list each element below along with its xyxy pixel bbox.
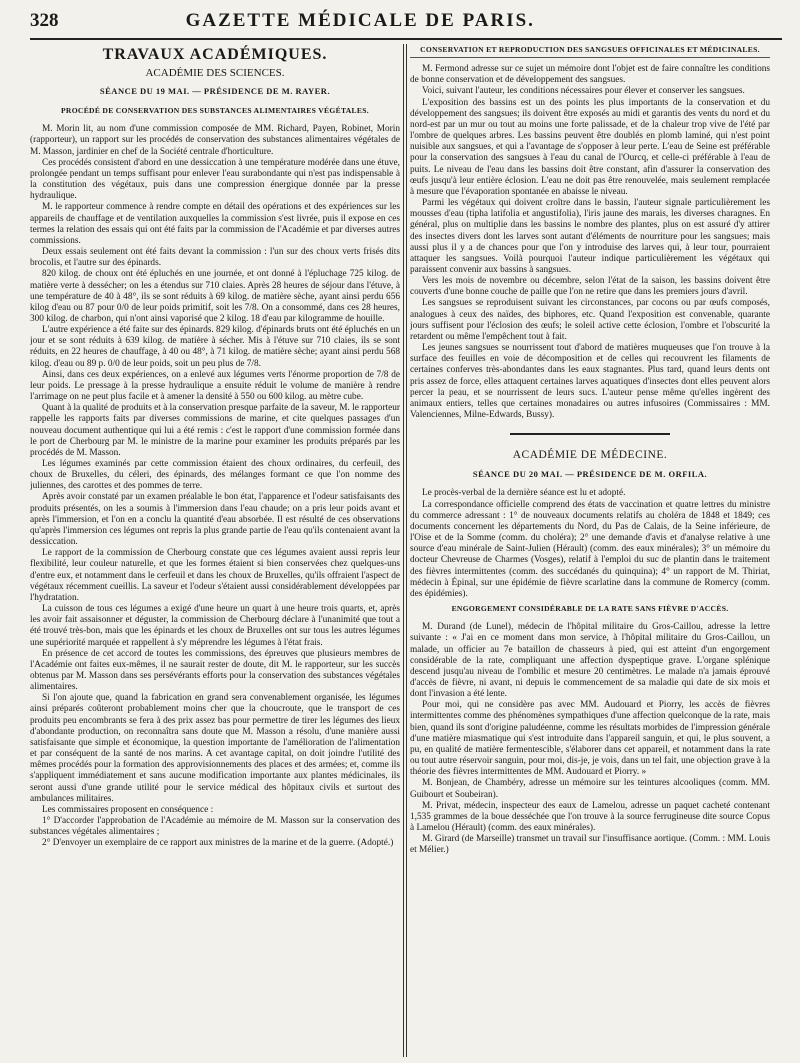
paragraph: Vers les mois de novembre ou décembre, selon l'état de la saison, les bassins doivent être couverts d'une bonne couche de paille que l'on ne retire que dans les premiers jours d'avril.	[410, 276, 770, 298]
paragraph: Ces procédés consistent d'abord en une dessiccation à une température modérée dans une étuve, prolongée pendant un temps suffisant pour enlever l'eau surabondante qui n'est pas indispensable à la constitution des végétaux, puis dans une compression énergique donnée par la presse hydraulique.	[30, 157, 400, 202]
paragraph: L'autre expérience a été faite sur des épinards. 829 kilog. d'épinards bruts ont été épluchés en un jour et se sont réduits à 639 kilog. de matière à sécher. Mis à l'étuve sur 710 claies, ils se sont réduits, en 22 heures de chauffage, à 40 ou 48°, à 71 kilog. de matière sèche; ayant ainsi perdu 568 kilog. d'eau ou 89 p. 0/0 de leur poids, soit un peu plus de 7/8.	[30, 325, 400, 369]
paragraph: M. Bonjean, de Chambéry, adresse un mémoire sur les teintures alcooliques (comm. MM. Guibourt et Soubeiran).	[410, 778, 770, 800]
paragraph: Les commissaires proposent en conséquence :	[42, 804, 214, 815]
page-header	[30, 10, 782, 40]
paragraph: La cuisson de tous ces légumes a exigé d'une heure un quart à une heure trois quarts, et, après les avoir fait assaisonner et déguster, la commission de Cherbourg déclare à l'unanimité que tout a été trouvé très-bon, mais que les épinards et les choux de Bruxelles ont sur tous les autres légumes une supériorité marquée et rappellent à s'y méprendre les légumes à l'état frais.	[30, 604, 400, 648]
paragraph: Le procès-verbal de la dernière séance est lu et adopté.	[422, 488, 626, 499]
paragraph: M. Morin lit, au nom d'une commission composée de MM. Richard, Payen, Robinet, Morin (rapporteur), un rapport sur les procédés de conservation des substances alimentaires végétales de M. Masson, jardinier en chef de la Société centrale d'horticulture.	[30, 124, 400, 157]
paragraph: L'exposition des bassins est un des points les plus importants de la conservation et du développement des sangsues; ils doivent être exposés au midi et garantis des vents du nord et du nord-est par un mur ou tout au moins une forte palissade, et de la chaleur trop vive de l'été par l'ombre de quelques arbres. Les bassins peuvent être doublés en plomb laminé, qui n'est point nuisible aux sangsues, et qui a l'avantage de s'opposer à leur perte. L'eau de Seine est préférable pour la conservation des sangsues à l'eau du canal de l'Ourcq, et celle-ci préférable à l'eau de puits. Le niveau de l'eau dans les bassins doit être constant, afin d'assurer la conservation des œufs jusqu'à leur entière éclosion. L'eau ne doit pas être renouvelée, mais seulement remplacée à mesure que l'évaporation spontanée en abaisse le niveau.	[410, 97, 770, 197]
paragraph: Voici, suivant l'auteur, les conditions nécessaires pour élever et conserver les sangsues.	[422, 86, 745, 97]
paragraph: Deux essais seulement ont été faits devant la commission : l'un sur des choux verts frisés dits brocolis, et l'autre sur des épinards.	[30, 247, 400, 269]
paragraph: M. Durand (de Lunel), médecin de l'hôpital militaire du Gros-Caillou, adresse la lettre suivante : « J'ai en ce moment dans mon service, à l'hôpital militaire du Gros-Caillou, un malade, un officier au 7e bataillon de chasseurs à pied, qui est atteint d'un engorgement considérable de la rate, compliquant une affection dyspeptique grave. L'organe splénique descend jusqu'au niveau de l'ombilic et mesure 20 centimètres. Le malade n'a jamais éprouvé d'accès de fièvre, ni avant, ni depuis le commencement de sa maladie qui date de six mois et dont l'invasion a été lente.	[410, 622, 770, 700]
right-column	[410, 44, 770, 1061]
seance-heading: SÉANCE DU 19 MAI. — PRÉSIDENCE DE M. RAYER.	[99, 86, 331, 96]
article-title: ENGORGEMENT CONSIDÉRABLE DE LA RATE SANS FIÈVRE D'ACCÈS.	[451, 604, 729, 614]
paragraph: La correspondance officielle comprend des états de vaccination et quatre lettres du ministre du commerce adressant : 1° de nouveaux documents relatifs au choléra de 1848 et 1849; ces documents concernent les départements du Nord, du Pas de Calais, de la Seine inférieure, de l'Oise et de la Somme (comm. du choléra); 2° une demande d'avis et d'analyse relative à une source d'eau minérale de Saint-Julien (Hérault) (comm. des eaux minérales); 3° un mémoire du docteur Chevreuse de Charmes (Vosges), relatif à l'emploi du suc de plantin dans le traitement des fièvres intermittentes (comm. des succédanés du quinquina); 4° un rapport de M. Thiriat, médecin à Épinal, sur une épidémie de fièvre scarlatine dans la commune de Romercy (comm. des épidémies).	[410, 499, 770, 599]
column-divider	[403, 44, 404, 1057]
paragraph: Après avoir constaté par un examen préalable le bon état, l'apparence et l'odeur satisfaisants des produits présentés, on les a soumis à l'immersion dans l'eau chaude; on a pris leur poids avant et après l'immersion, et l'on en a conclu la quantité d'eau absorbée. Il est résulté de ces observations qu'après l'immersion ces légumes ont repris la plus grande partie de l'eau qu'ils contenaient avant la dessiccation.	[30, 492, 400, 548]
paragraph: Les jeunes sangsues se nourrissent tout d'abord de matières muqueuses que l'on trouve à la surface des feuilles en voie de décomposition et de celles qui recouvrent les filaments de certaines conferves très-abondantes dans les eaux stagnantes. Plus tard, quand leurs dents ont pris assez de force, elles attaquent certaines larves aquatiques d'insectes dont elles peuvent alors percer la peau, et se nourrissent de leurs sucs. L'auteur pense même qu'elles ingèrent des animaux entiers, telles que certaines monadaires ou autres infusoires (Commissaires : MM. Valenciennes, Milne-Edwards, Bussy).	[410, 343, 770, 420]
paragraph: Les légumes examinés par cette commission étaient des choux ordinaires, du cerfeuil, des choux de Bruxelles, du céleri, des épinards, des mélanges formant ce que l'on nomme des juliennes, des carottes et des pommes de terre.	[30, 459, 400, 492]
paragraph: 820 kilog. de choux ont été épluchés en une journée, et ont donné à l'épluchage 725 kilog. de matière verte à dessécher; on les a étendus sur 710 claies. Après 28 heures de séjour dans l'étuve, à une température de 40 à 48°, ils se sont réduits à 69 kilog. de matière sèche, ayant ainsi perdu 656 kilog d'eau ou 87 pour 0/0 de leur poids primitif, soit les 7/8. On a consommé, dans ces 28 heures, 300 kilog. de charbon, qui n'ont ainsi vaporisé que 2 kilog. 18 d'eau par kilogramme de houille.	[30, 269, 400, 324]
section-rule	[510, 433, 670, 438]
paragraph: M. Girard (de Marseille) transmet un travail sur l'insuffisance aortique. (Comm. : MM. Louis et Mélier.)	[410, 834, 770, 856]
paragraph: 2° D'envoyer un exemplaire de ce rapport aux ministres de la marine et de la guerre. (Adopté.)	[42, 838, 394, 849]
journal-title: GAZETTE MÉDICALE DE PARIS.	[185, 10, 535, 31]
paragraph: Quant à la qualité de produits et à la conservation presque parfaite de la saveur, M. le rapporteur rappelle les rapports faits par diverses commissions de marine, et cite quelques passages d'un nouveau document authentique qui lui a été remis : c'est le rapport d'une commission formée dans le port de Cherbourg par M. le ministre de la marine pour examiner les produits préparés par les procédés de M. Masson.	[30, 403, 400, 458]
article-title: CONSERVATION ET REPRODUCTION DES SANGSUES OFFICINALES ET MÉDICINALES.	[410, 44, 770, 58]
paragraph: 1° D'accorder l'approbation de l'Académie au mémoire de M. Masson sur la conservation des substances végétales alimentaires ;	[30, 816, 400, 838]
page-number: 328	[30, 10, 59, 31]
paragraph: Le rapport de la commission de Cherbourg constate que ces légumes avaient aussi repris leur flexibilité, leur couleur naturelle, et que les formes étaient si bien conservées chez quelques-uns d'entre eux, et notamment dans le cerfeuil et dans les choux de Bruxelles, qu'ils offraient l'aspect de végétaux récemment cueillis. La saveur et l'odeur s'étaient aussi considérablement développées par l'hydratation.	[30, 548, 400, 603]
academy-heading: ACADÉMIE DE MÉDECINE.	[512, 449, 668, 462]
paragraph: Les sangsues se reproduisent suivant les circonstances, par cocons ou par œufs composés, analogues à ceux des naïdes, des biphores, etc. Quand l'exposition est convenable, quarante jours suffisent pour l'éclosion des œufs; le soleil active cette éclosion, l'ombre et l'obscurité la retardent ou même l'empêchent tout à fait.	[410, 298, 770, 342]
seance-heading: SÉANCE DU 20 MAI. — PRÉSIDENCE DE M. ORFILA.	[472, 469, 708, 480]
paragraph: Si l'on ajoute que, quand la fabrication en grand sera convenablement organisée, les légumes ainsi préparés coûteront probablement moins cher que la choucroute, que le transport de ces produits peu encombrants se fera à des prix assez bas pour permettre de tirer les légumes des lieux d'abondante production, on reconnaîtra sans doute que M. Masson a résolu, d'une manière aussi satisfaisante que simple et économique, la question importante de l'amélioration de l'alimentation et par conséquent de la santé de nos marins. A cet avantage capital, on doit joindre l'utilité des mêmes procédés pour la formation des approvisionnements des places et des armées; et, comme ils s'appliquent immédiatement et sans aucune modification importante aux plantes médicinales, ils seront aussi d'une grande utilité pour le service médical des hôpitaux civils et surtout des ambulances militaires.	[30, 693, 400, 804]
paragraph: En présence de cet accord de toutes les commissions, des épreuves que plusieurs membres de l'Académie ont faites eux-mêmes, il ne saurait rester de doute, dit M. le rapporteur, sur les succès obtenus par M. Masson dans ses persévérants efforts pour la conservation des substances végétales alimentaires.	[30, 648, 400, 693]
paragraph: M. le rapporteur commence à rendre compte en détail des opérations et des expériences sur les appareils de chauffage et de ventilation auxquelles la commission s'est livrée, puis il expose en ces termes la relation des essais qui ont été faits par la commission de l'Académie et par diverses autres commissions.	[30, 202, 400, 246]
paragraph: Parmi les végétaux qui doivent croître dans le bassin, l'auteur signale particulièrement les mousses d'eau (tipha latifolia et angustifolia), l'iris jaune des marais, les diverses charagnes. En général, plus on multiplie dans les bassins le nombre des plantes, plus on est assuré d'y attirer des insectes divers dont les larves sont autant d'éléments de nourriture pour les sangsues; mais aussi plus il y a de chances pour que l'on y introduise des larves qui, à leur tour, pourraient attaquer les sangsues. Voilà pourquoi l'auteur indique particulièrement les végétaux qui paraissent convenir aux bassins à sangsues.	[410, 198, 770, 275]
paragraph: M. Privat, médecin, inspecteur des eaux de Lamelou, adresse un paquet cacheté contenant 1,535 grammes de la boue desséchée que l'on trouve à la source ferrugineuse dite source Copus à Lamelou (Hérault) (comm. des eaux minérales).	[410, 800, 770, 833]
paragraph: Ainsi, dans ces deux expériences, on a enlevé aux légumes verts l'énorme proportion de 7/8 de leur poids. Le pressage à la presse hydraulique a ensuite réduit le volume de manière à rendre l'arrimage on ne peut plus facile et à amener la densité à 550 ou 600 kilog. au mètre cube.	[30, 369, 400, 403]
left-column	[30, 44, 400, 1061]
column-divider	[406, 44, 407, 1057]
article-title: PROCÉDÉ DE CONSERVATION DES SUBSTANCES ALIMENTAIRES VÉGÉTALES.	[60, 106, 370, 116]
academy-heading: ACADÉMIE DES SCIENCES.	[145, 67, 285, 79]
paragraph: Pour moi, qui ne considère pas avec MM. Audouard et Piorry, les accès de fièvres intermittentes comme des phénomènes sympathiques d'une affection quelconque de la rate, mais bien, quand ils sont d'origine paludéenne, comme les résultats morbides de l'impression générale d'une matière miasmatique qui s'est introduite dans l'appareil sanguin, et qui, le plus souvent, a pu, en qualité de matière fermentescible, s'élaborer dans cet appareil, et notamment dans la rate ou tout autre réservoir sanguin, pour moi, dis-je, je vois, dans un tel fait, une objection grave à la théorie des fièvres intermittentes de MM. Audouard et Piorry. »	[410, 700, 770, 778]
paragraph: M. Fermond adresse sur ce sujet un mémoire dont l'objet est de faire connaître les conditions de bonne conservation et de développement des sangsues.	[410, 64, 770, 86]
section-title: TRAVAUX ACADÉMIQUES.	[102, 46, 328, 63]
